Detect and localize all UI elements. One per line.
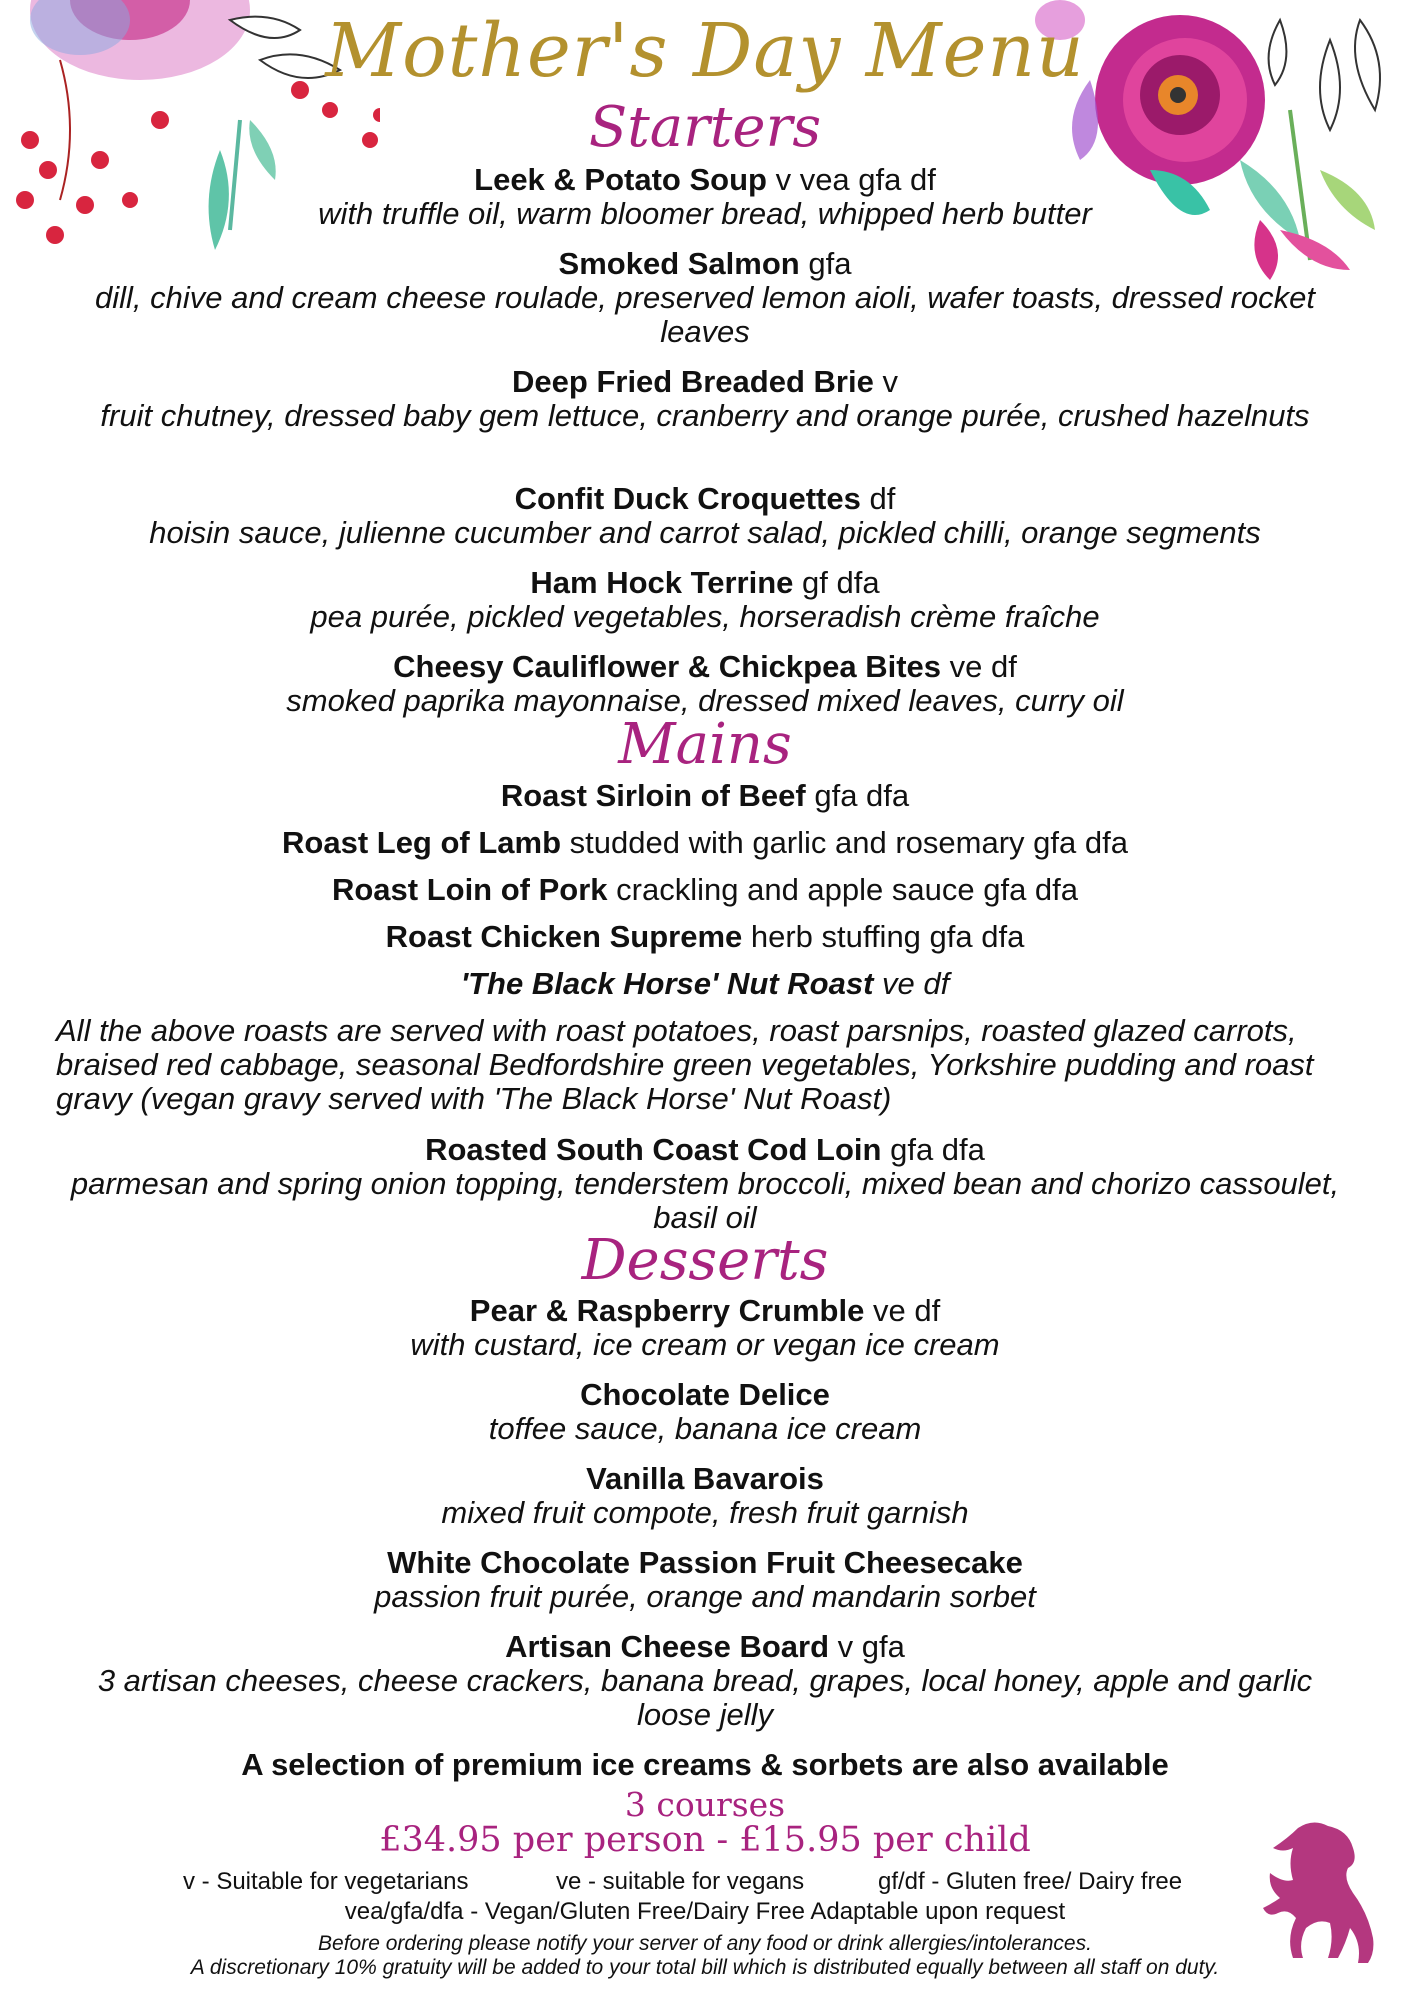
legend-vegetarian: v - Suitable for vegetarians [183, 1868, 469, 1895]
dish-name: Roast Leg of Lamb [282, 825, 562, 860]
main-item [0, 873, 1410, 907]
dish-name: White Chocolate Passion Fruit Cheesecake [387, 1545, 1023, 1580]
dish-description: smoked paprika mayonnaise, dressed mixed leaves, curry oil [286, 683, 1124, 718]
dish-description: with custard, ice cream or vegan ice cream [410, 1327, 1000, 1362]
menu-title: Mother's Day Menu [325, 8, 1085, 94]
dish-name: Confit Duck Croquettes [514, 481, 861, 516]
dish-name: Vanilla Bavarois [586, 1461, 824, 1496]
dish-tags: gfa [808, 246, 852, 281]
main-item [0, 779, 1410, 813]
legend-gluten-dairy: gf/df - Gluten free/ Dairy free [878, 1868, 1183, 1895]
dish-name: 'The Black Horse' Nut Roast [460, 966, 874, 1001]
dish-tags: df [869, 481, 896, 516]
dish-description: toffee sauce, banana ice cream [488, 1411, 922, 1446]
dish-name: Roast Chicken Supreme [385, 919, 743, 954]
dish-description: pea purée, pickled vegetables, horseradish crème fraîche [310, 599, 1100, 634]
section-mains-heading: Mains [618, 712, 792, 777]
dish-description: mixed fruit compote, fresh fruit garnish [441, 1495, 969, 1530]
dish-name: Leek & Potato Soup [474, 162, 767, 197]
dish-name: Ham Hock Terrine [530, 565, 794, 600]
allergy-notice: Before ordering please notify your server of any food or drink allergies/intolerances. [318, 1932, 1092, 1955]
dish-name: Roast Loin of Pork [331, 872, 608, 907]
dish-tags: gf dfa [802, 565, 880, 600]
dish-description: with truffle oil, warm bloomer bread, whipped herb butter [318, 196, 1092, 231]
dish-tags: herb stuffing gfa dfa [750, 919, 1025, 954]
starter-item [70, 247, 1340, 349]
dish-name: Roast Sirloin of Beef [500, 778, 806, 813]
dessert-item [70, 1294, 1340, 1362]
dessert-item [70, 1378, 1340, 1446]
dessert-item [70, 1462, 1340, 1530]
dish-tags: gfa dfa [814, 778, 910, 813]
main-item [0, 920, 1410, 954]
dish-name: Deep Fried Breaded Brie [512, 364, 874, 399]
gratuity-notice: A discretionary 10% gratuity will be added to your total bill which is distributed equally between all staff on duty. [190, 1956, 1220, 1979]
starter-item [70, 482, 1340, 550]
ice-cream-selection-note: A selection of premium ice creams & sorbets are also available [241, 1747, 1169, 1782]
main-item [70, 1133, 1340, 1235]
dish-description: parmesan and spring onion topping, tenderstem broccoli, mixed bean and chorizo cassoulet, basil oil [70, 1166, 1340, 1235]
dish-description: passion fruit purée, orange and mandarin sorbet [374, 1579, 1036, 1614]
dish-description: fruit chutney, dressed baby gem lettuce, cranberry and orange purée, crushed hazelnuts [100, 398, 1310, 433]
legend-adaptable: vea/gfa/dfa - Vegan/Gluten Free/Dairy Free Adaptable upon request [344, 1898, 1066, 1925]
section-desserts-heading: Desserts [581, 1228, 829, 1293]
main-item [0, 967, 1410, 1001]
main-item [0, 826, 1410, 860]
dish-tags: gfa dfa [890, 1132, 985, 1167]
dish-tags: ve df [949, 649, 1017, 684]
starter-item [70, 365, 1340, 433]
starter-item [70, 163, 1340, 231]
dish-name: Pear & Raspberry Crumble [469, 1293, 865, 1328]
legend-vegan: ve - suitable for vegans [556, 1868, 805, 1895]
dessert-item [70, 1630, 1340, 1732]
section-starters-heading: Starters [588, 95, 822, 160]
dish-tags: crackling and apple sauce gfa dfa [616, 872, 1079, 907]
dish-tags: ve df [882, 966, 950, 1001]
dish-name: Artisan Cheese Board [505, 1629, 830, 1664]
dish-name: Smoked Salmon [558, 246, 800, 281]
dish-tags: v gfa [837, 1629, 905, 1664]
price-label: £34.95 per person - £15.95 per child [379, 1820, 1031, 1860]
dish-description: 3 artisan cheeses, cheese crackers, banana bread, grapes, local honey, apple and garlic loose jelly [97, 1663, 1313, 1732]
dish-tags: ve df [872, 1293, 941, 1328]
dish-name: Roasted South Coast Cod Loin [425, 1132, 882, 1167]
dish-tags: v vea gfa df [775, 162, 936, 197]
courses-label: 3 courses [624, 1785, 786, 1824]
dish-tags: v [882, 364, 898, 399]
dish-tags: studded with garlic and rosemary gfa dfa [569, 825, 1128, 860]
dessert-item [70, 1546, 1340, 1614]
starter-item [70, 566, 1340, 634]
dish-name: Chocolate Delice [580, 1377, 830, 1412]
dish-description: hoisin sauce, julienne cucumber and carrot salad, pickled chilli, orange segments [149, 515, 1261, 550]
roast-accompaniments-note: All the above roasts are served with roast potatoes, roast parsnips, roasted glazed carrots, braised red cabbage, seasonal Bedfordshire green vegetables, Yorkshire pudding and roast gravy (vegan gravy served with 'The Black Horse' Nut Roast) [56, 1013, 1314, 1116]
dish-name: Cheesy Cauliflower & Chickpea Bites [393, 649, 941, 684]
starter-item [70, 650, 1340, 718]
dish-description: dill, chive and cream cheese roulade, preserved lemon aioli, wafer toasts, dressed rocket leaves [95, 280, 1315, 349]
